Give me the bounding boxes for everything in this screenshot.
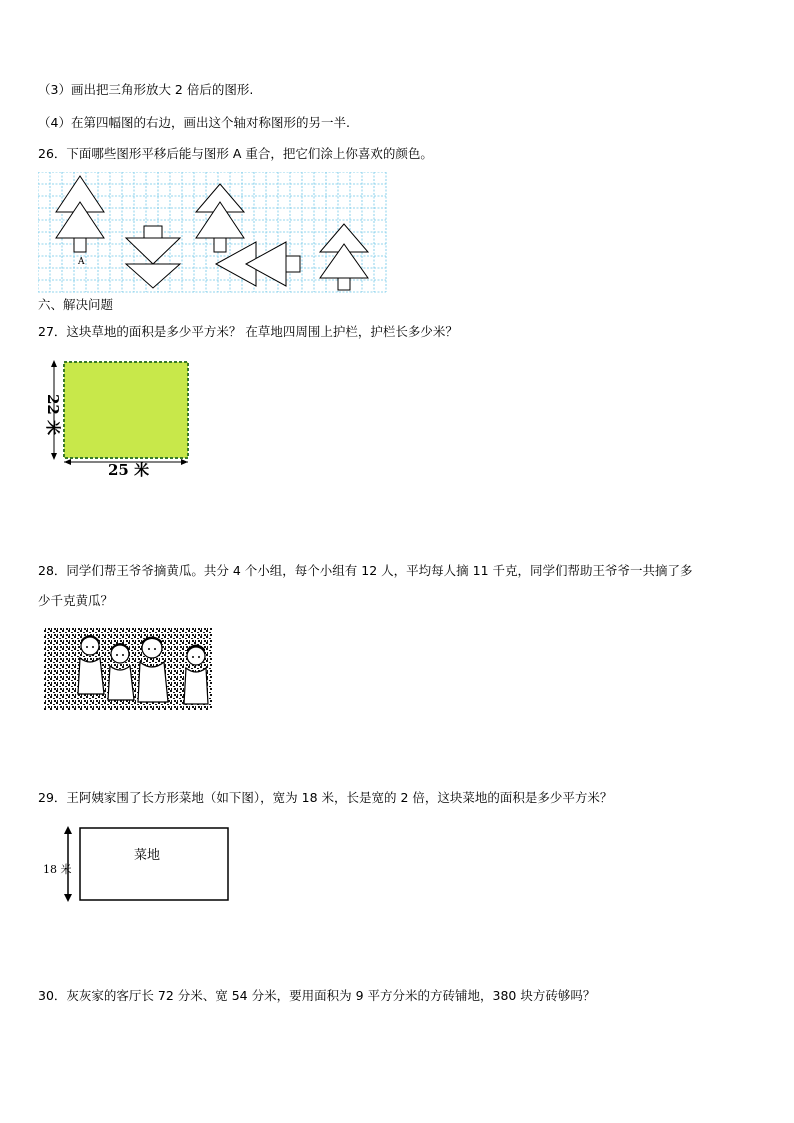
translation-grid-figure [38, 172, 390, 294]
students-picking-illustration [38, 624, 218, 714]
grass-width-label: 25 米 [108, 461, 150, 479]
question-27: 27．这块草地的面积是多少平方米？ 在草地四周围上护栏，护栏长多少米？ [38, 324, 458, 339]
garden-width-label: 18 米 [43, 863, 72, 876]
section-6-heading: 六、解决问题 [38, 297, 114, 312]
garden-label: 菜地 [134, 848, 161, 863]
vegetable-garden-figure [40, 824, 234, 906]
arrow-down-icon [51, 453, 57, 460]
arrow-right-icon [181, 459, 188, 465]
question-28-line-1: 28．同学们帮王爷爷摘黄瓜。共分 4 个小组，每个小组有 12 人，平均每人摘 11 千克，同学们帮助王爷爷一共摘了多 [38, 563, 693, 578]
shape-a-label: A [78, 257, 85, 267]
question-26: 26．下面哪些图形平移后能与图形 A 重合，把它们涂上你喜欢的颜色。 [38, 146, 433, 161]
tree-shape-translated [196, 184, 244, 252]
question-30: 30．灰灰家的客厅长 72 分米、宽 54 分米，要用面积为 9 平方分米的方砖铺地，380 块方砖够吗？ [38, 988, 596, 1003]
grass-rectangle [64, 362, 188, 458]
arrow-up-icon [64, 826, 72, 834]
question-29: 29．王阿姨家围了长方形菜地（如下图），宽为 18 米，长是宽的 2 倍，这块菜地的面积是多少平方米？ [38, 790, 613, 805]
tree-shape-a [56, 176, 104, 252]
question-25-part-4: （4）在第四幅图的右边，画出这个轴对称图形的另一半. [38, 115, 350, 130]
arrow-up-icon [51, 360, 57, 367]
arrow-left-icon [64, 459, 71, 465]
tree-shape-sideways [216, 242, 300, 286]
grass-height-label: 22 米 [44, 394, 62, 436]
question-25-part-3: （3）画出把三角形放大 2 倍后的图形. [38, 82, 254, 97]
garden-rectangle [80, 828, 228, 900]
arrow-down-icon [64, 894, 72, 902]
question-28-line-2: 少千克黄瓜？ [38, 593, 114, 608]
grass-area-figure [40, 358, 200, 480]
